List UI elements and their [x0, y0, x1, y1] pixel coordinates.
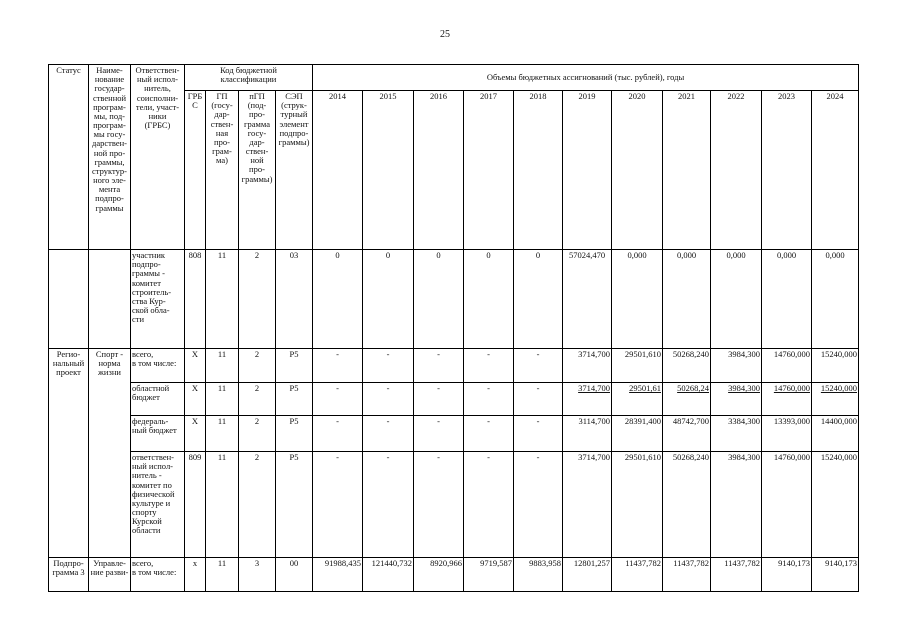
- cell-value: 29501,61: [612, 383, 663, 416]
- cell-value: 12801,257: [563, 558, 612, 592]
- header-executor: Ответствен- ный испол- нитель, соисполни- тели, участ- ники (ГРБС): [131, 65, 185, 250]
- cell-status: [49, 250, 89, 349]
- cell-executor: федераль- ный бюджет: [131, 416, 185, 452]
- cell-pgp: 2: [239, 416, 276, 452]
- cell-value: 3714,700: [563, 452, 612, 558]
- header-grbs: ГРБ С: [185, 91, 206, 250]
- cell-value: -: [514, 416, 563, 452]
- header-year: 2019: [563, 91, 612, 250]
- cell-value: -: [313, 383, 363, 416]
- cell-pgp: 2: [239, 250, 276, 349]
- cell-value: 14760,000: [762, 349, 812, 383]
- header-year: 2015: [363, 91, 414, 250]
- cell-value: 9883,958: [514, 558, 563, 592]
- cell-value: 50268,240: [663, 452, 711, 558]
- cell-executor: участник подпро- граммы - комитет строитель- ства Кур- ской обла- сти: [131, 250, 185, 349]
- cell-value: 0,000: [663, 250, 711, 349]
- cell-sep: 03: [276, 250, 313, 349]
- cell-value: 0,000: [711, 250, 762, 349]
- header-volume-group: Объемы бюджетных ассигнований (тыс. рублей), годы: [313, 65, 859, 91]
- cell-value: 57024,470: [563, 250, 612, 349]
- header-pgp: пГП (под- про- грамма госу- дар- ствен- ной про- граммы): [239, 91, 276, 250]
- table-row: [49, 416, 859, 452]
- cell-gp: 11: [206, 383, 239, 416]
- budget-table: [48, 64, 859, 592]
- header-year: 2023: [762, 91, 812, 250]
- cell-value: 11437,782: [711, 558, 762, 592]
- cell-value: -: [464, 383, 514, 416]
- cell-value: 3984,300: [711, 349, 762, 383]
- cell-executor: всего, в том числе:: [131, 349, 185, 383]
- cell-value: 0,000: [612, 250, 663, 349]
- cell-executor: всего, в том числе:: [131, 558, 185, 592]
- cell-value: 3384,300: [711, 416, 762, 452]
- cell-value: 11437,782: [663, 558, 711, 592]
- cell-value: -: [363, 416, 414, 452]
- cell-sep: Р5: [276, 349, 313, 383]
- table-row: [49, 558, 859, 592]
- header-year: 2016: [414, 91, 464, 250]
- cell-value: 3714,700: [563, 383, 612, 416]
- header-year: 2014: [313, 91, 363, 250]
- cell-executor: ответствен- ный испол- нитель - комитет по физической культуре и спорту Курской области: [131, 452, 185, 558]
- cell-value: -: [414, 452, 464, 558]
- cell-value: -: [363, 383, 414, 416]
- cell-pgp: 2: [239, 452, 276, 558]
- header-row-top: [49, 65, 859, 91]
- cell-value: -: [313, 416, 363, 452]
- cell-value: 0,000: [812, 250, 859, 349]
- cell-value: 121440,732: [363, 558, 414, 592]
- cell-value: 91988,435: [313, 558, 363, 592]
- cell-value: -: [363, 349, 414, 383]
- cell-value: -: [414, 383, 464, 416]
- cell-pgp: 2: [239, 383, 276, 416]
- header-year: 2022: [711, 91, 762, 250]
- header-code-group: Код бюджетной классификации: [185, 65, 313, 91]
- table-row: [49, 383, 859, 416]
- cell-value: -: [414, 349, 464, 383]
- cell-value: -: [363, 452, 414, 558]
- cell-value: -: [464, 349, 514, 383]
- cell-program: Спорт - норма жизни: [89, 349, 131, 558]
- cell-pgp: 3: [239, 558, 276, 592]
- cell-grbs: Х: [185, 349, 206, 383]
- cell-pgp: 2: [239, 349, 276, 383]
- cell-value: -: [464, 452, 514, 558]
- table-row: [49, 349, 859, 383]
- cell-value: 29501,610: [612, 349, 663, 383]
- cell-grbs: Х: [185, 416, 206, 452]
- cell-gp: 11: [206, 452, 239, 558]
- cell-gp: 11: [206, 558, 239, 592]
- cell-value: 3984,300: [711, 452, 762, 558]
- cell-value: 0,000: [762, 250, 812, 349]
- cell-value: 14400,000: [812, 416, 859, 452]
- cell-value: 0: [464, 250, 514, 349]
- cell-value: 3984,300: [711, 383, 762, 416]
- cell-value: 50268,24: [663, 383, 711, 416]
- cell-value: 3114,700: [563, 416, 612, 452]
- cell-value: -: [313, 349, 363, 383]
- cell-executor: областной бюджет: [131, 383, 185, 416]
- cell-value: -: [414, 416, 464, 452]
- cell-value: 29501,610: [612, 452, 663, 558]
- cell-status: Регио- нальный проект: [49, 349, 89, 558]
- cell-value: 48742,700: [663, 416, 711, 452]
- cell-program: Управле- ние разви-: [89, 558, 131, 592]
- cell-value: 15240,000: [812, 349, 859, 383]
- cell-gp: 11: [206, 250, 239, 349]
- cell-value: 9140,173: [762, 558, 812, 592]
- cell-sep: Р5: [276, 383, 313, 416]
- cell-value: 9140,173: [812, 558, 859, 592]
- table-row: [49, 250, 859, 349]
- cell-sep: 00: [276, 558, 313, 592]
- cell-value: 9719,587: [464, 558, 514, 592]
- cell-value: 0: [414, 250, 464, 349]
- header-year: 2017: [464, 91, 514, 250]
- header-status: Статус: [49, 65, 89, 250]
- header-year: 2018: [514, 91, 563, 250]
- cell-grbs: Х: [185, 383, 206, 416]
- cell-sep: Р5: [276, 416, 313, 452]
- cell-value: 11437,782: [612, 558, 663, 592]
- cell-gp: 11: [206, 416, 239, 452]
- header-gp: ГП (госу- дар- ствен- ная про- грам- ма): [206, 91, 239, 250]
- header-year: 2024: [812, 91, 859, 250]
- cell-gp: 11: [206, 349, 239, 383]
- header-year: 2020: [612, 91, 663, 250]
- cell-grbs: х: [185, 558, 206, 592]
- cell-value: -: [514, 383, 563, 416]
- cell-value: 8920,966: [414, 558, 464, 592]
- cell-value: 15240,000: [812, 383, 859, 416]
- cell-value: 50268,240: [663, 349, 711, 383]
- cell-value: 0: [313, 250, 363, 349]
- cell-value: -: [514, 349, 563, 383]
- cell-status: Подпро- грамма 3: [49, 558, 89, 592]
- cell-value: -: [514, 452, 563, 558]
- cell-grbs: 809: [185, 452, 206, 558]
- cell-grbs: 808: [185, 250, 206, 349]
- cell-value: 28391,400: [612, 416, 663, 452]
- table-row: [49, 452, 859, 558]
- header-year: 2021: [663, 91, 711, 250]
- cell-value: -: [464, 416, 514, 452]
- cell-sep: Р5: [276, 452, 313, 558]
- cell-value: 14760,000: [762, 383, 812, 416]
- header-sep: СЭП (струк- турный элемент подпро- граммы): [276, 91, 313, 250]
- cell-value: 15240,000: [812, 452, 859, 558]
- cell-value: 13393,000: [762, 416, 812, 452]
- cell-value: -: [313, 452, 363, 558]
- cell-value: 3714,700: [563, 349, 612, 383]
- cell-value: 0: [514, 250, 563, 349]
- cell-program: [89, 250, 131, 349]
- page-number: 25: [440, 29, 450, 40]
- cell-value: 14760,000: [762, 452, 812, 558]
- cell-value: 0: [363, 250, 414, 349]
- header-program: Наиме- нование государ- ственной програм- мы, под- програм- мы госу- дарствен- ной про- граммы, структур- ного эле- мента подпро- граммы: [89, 65, 131, 250]
